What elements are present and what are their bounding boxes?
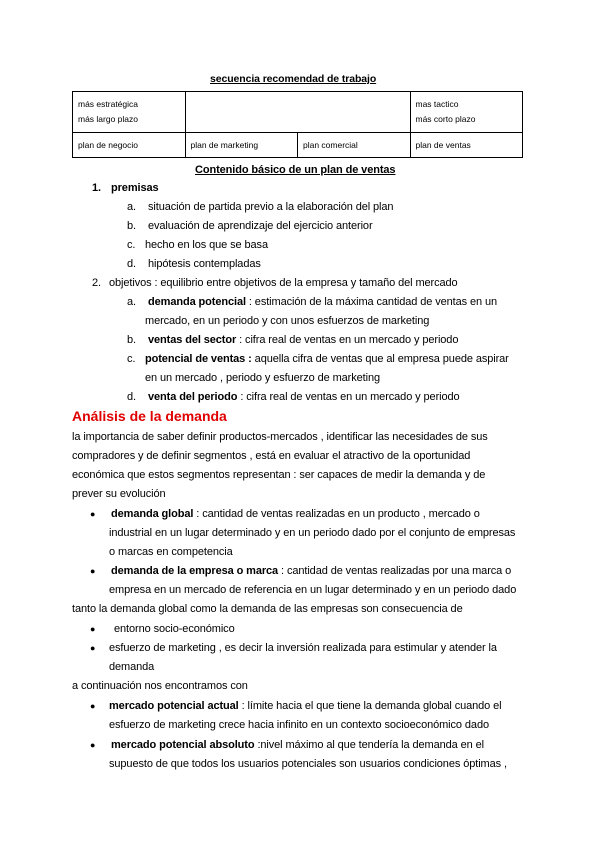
cell-text: más corto plazo: [415, 114, 476, 124]
list-item: hecho en los que se basa: [145, 239, 268, 251]
table-cell-plan: [298, 133, 411, 158]
cell-text: plan de ventas: [415, 139, 471, 150]
term: demanda global: [111, 508, 194, 520]
term: venta del periodo: [148, 391, 238, 403]
list-item: [111, 564, 511, 578]
definition: : cantidad de ventas realizadas por una marca o: [278, 565, 512, 577]
list-item: situación de partida previo a la elaboración del plan: [148, 201, 394, 213]
table-row: [73, 92, 523, 133]
list-item: [111, 507, 480, 521]
list-item-continuation: industrial en un lugar determinado y en un periodo dado por el conjunto de empresas: [109, 527, 516, 539]
section-heading: Análisis de la demanda: [72, 408, 227, 424]
cell-text: plan comercial: [303, 139, 358, 150]
list-marker: d.: [127, 258, 136, 270]
list-item-continuation: mercado, en un periodo y con unos esfuerzos de marketing: [145, 315, 430, 327]
bullet: ●: [90, 566, 96, 576]
term: mercado potencial absoluto: [111, 739, 255, 751]
term: demanda de la empresa o marca: [111, 565, 279, 577]
table-cell-strategic: [73, 92, 186, 133]
cell-text: plan de negocio: [78, 139, 139, 150]
table-cell-empty: [185, 92, 410, 133]
list-item-continuation: o marcas en competencia: [109, 546, 233, 558]
list-marker: c.: [127, 239, 136, 251]
list-item-continuation: en un mercado , periodo y esfuerzo de marketing: [145, 372, 380, 384]
paragraph-line: la importancia de saber definir productos-mercados , identificar las necesidades de sus: [72, 431, 488, 443]
list-item: [111, 738, 484, 752]
list-heading: objetivos : equilibrio entre objetivos de la empresa y tamaño del mercado: [109, 277, 458, 289]
paragraph-line: tanto la demanda global como la demanda de las empresas son consecuencia de: [72, 603, 463, 615]
term: demanda potencial: [148, 296, 246, 308]
definition: : cifra real de ventas en un mercado y periodo: [237, 391, 460, 403]
table-cell-plan: [73, 133, 186, 158]
bullet: ●: [90, 643, 96, 653]
list-marker: b.: [127, 334, 136, 346]
definition: : estimación de la máxima cantidad de ventas en un: [245, 296, 498, 308]
list-heading: premisas: [111, 182, 159, 194]
list-item: [148, 295, 497, 309]
term: mercado potencial actual: [109, 700, 239, 712]
list-item-continuation: esfuerzo de marketing crece hacia infinito en un contexto socioeconómico dado: [109, 719, 489, 731]
table-cell-plan: [410, 133, 523, 158]
section-title: Contenido básico de un plan de ventas: [195, 164, 396, 176]
table-cell-tactical: [410, 92, 523, 133]
list-marker: c.: [127, 353, 136, 365]
definition: : cantidad de ventas realizadas en un producto , mercado o: [193, 508, 480, 520]
definition: : límite hacia el que tiene la demanda global cuando el: [238, 700, 502, 712]
list-marker: b.: [127, 220, 136, 232]
work-sequence-table: [72, 91, 523, 158]
list-item-continuation: supuesto de que todos los usuarios potenciales son usuarios condiciones óptimas ,: [109, 758, 507, 770]
page-title: secuencia recomendad de trabajo: [210, 73, 377, 85]
cell-text: más largo plazo: [78, 114, 139, 124]
bullet: ●: [90, 624, 96, 634]
list-item: entorno socio-económico: [114, 623, 235, 635]
definition: aquella cifra de ventas que al empresa puede aspirar: [251, 353, 509, 365]
list-item: [148, 333, 458, 347]
table-row: [73, 133, 523, 158]
bullet: ●: [90, 509, 96, 519]
cell-text: más estratégica: [78, 99, 138, 109]
definition: : cifra real de ventas en un mercado y periodo: [236, 334, 459, 346]
list-item-continuation: empresa en un mercado de referencia en un lugar determinado y en un periodo dado: [109, 584, 517, 596]
list-item-continuation: demanda: [109, 661, 155, 673]
list-item: esfuerzo de marketing , es decir la inversión realizada para estimular y atender la: [109, 642, 497, 654]
list-item: [148, 390, 460, 404]
list-marker: a.: [127, 201, 136, 213]
list-marker: a.: [127, 296, 136, 308]
bullet: ●: [90, 740, 96, 750]
list-number: 2.: [92, 277, 101, 289]
term: potencial de ventas :: [145, 353, 252, 365]
list-number: 1.: [92, 182, 101, 194]
definition: :nivel máximo al que tendería la demanda en el: [254, 739, 484, 751]
term: ventas del sector: [148, 334, 237, 346]
cell-text: mas tactico: [415, 99, 459, 109]
bullet: ●: [90, 701, 96, 711]
paragraph-line: a continuación nos encontramos con: [72, 680, 248, 692]
paragraph-line: prever su evolución: [72, 488, 166, 500]
list-item: hipótesis contempladas: [148, 258, 261, 270]
paragraph-line: compradores y de definir segmentos , está en evaluar el atractivo de la oportunidad: [72, 450, 471, 462]
paragraph-line: económica que estos segmentos representan : ser capaces de medir la demanda y de: [72, 469, 486, 481]
list-item: evaluación de aprendizaje del ejercicio anterior: [148, 220, 373, 232]
cell-text: plan de marketing: [190, 139, 259, 150]
list-item: [109, 699, 502, 713]
list-item: [145, 352, 509, 366]
list-marker: d.: [127, 391, 136, 403]
table-cell-plan: [185, 133, 298, 158]
